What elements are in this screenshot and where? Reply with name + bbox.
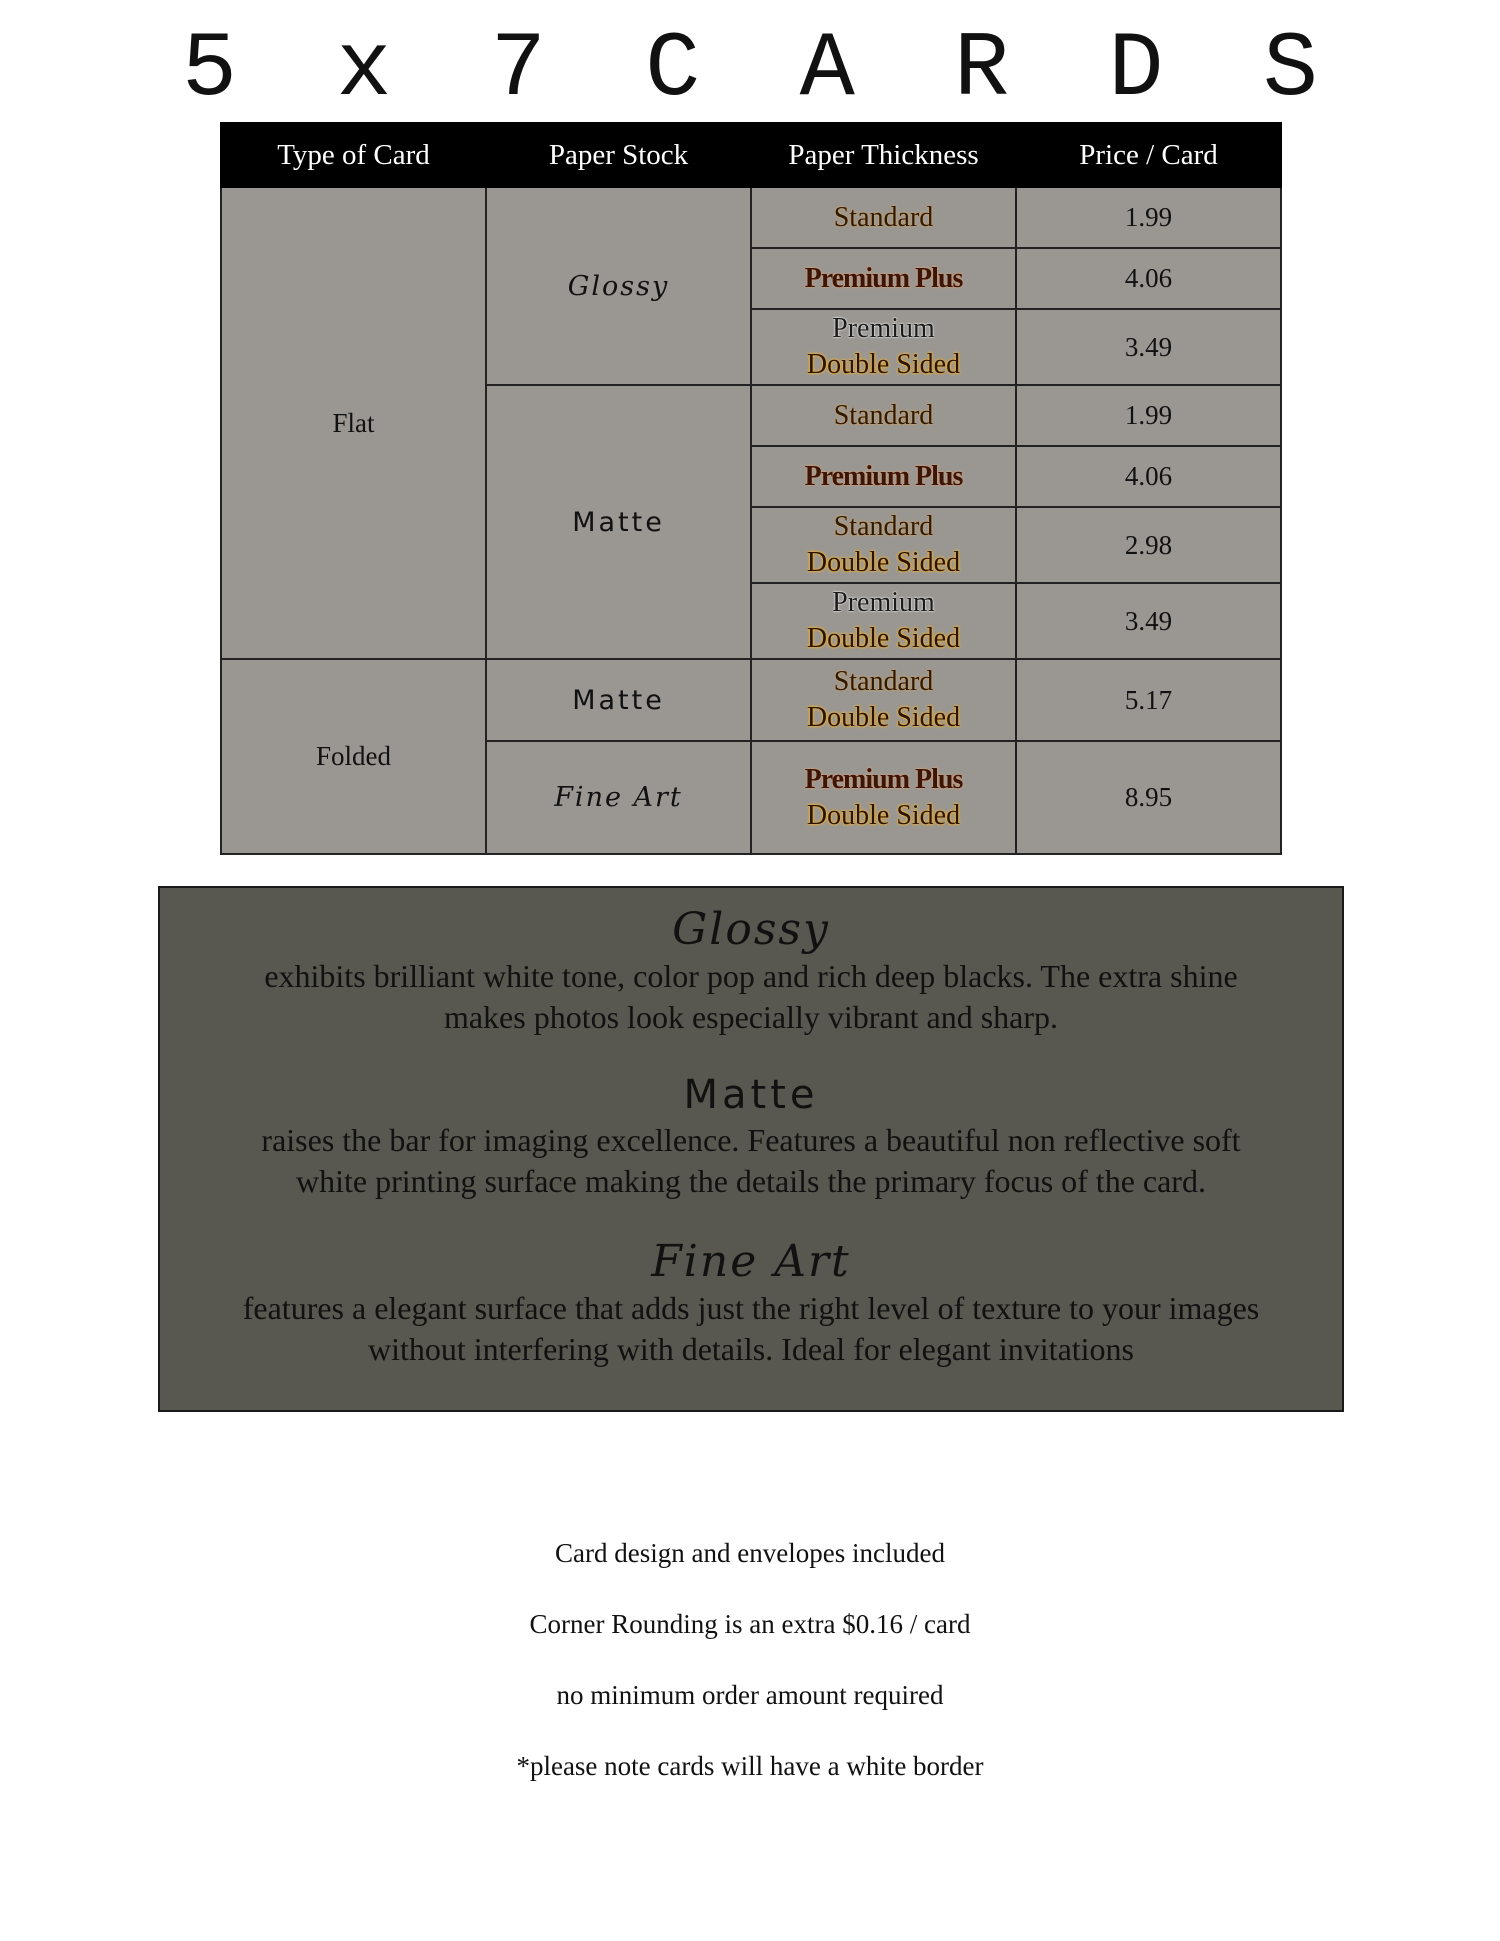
glossy-heading: Glossy xyxy=(672,904,830,955)
paper-stock-fine-art: Fine Art xyxy=(486,741,751,854)
thickness-label: Standard xyxy=(833,511,934,542)
card-type-flat: Flat xyxy=(221,187,486,659)
price-cell: 4.06 xyxy=(1016,446,1281,507)
glossy-text-line-2: makes photos look especially vibrant and sharp. xyxy=(443,999,1059,1035)
thickness-cell xyxy=(751,187,1016,248)
price-cell: 2.98 xyxy=(1016,507,1281,583)
thickness-label: Premium xyxy=(832,313,935,344)
paper-stock-matte: Matte xyxy=(486,385,751,659)
thickness-cell xyxy=(751,385,1016,446)
matte-text-line-2: white printing surface making the details the primary focus of the card. xyxy=(296,1163,1206,1199)
card-type-folded: Folded xyxy=(221,659,486,854)
price-cell: 3.49 xyxy=(1016,583,1281,659)
thickness-label: Standard xyxy=(833,201,934,233)
thickness-label: Premium Plus xyxy=(804,763,963,795)
thickness-label: Double Sided xyxy=(806,349,961,380)
note-corner-rounding: Corner Rounding is an extra $0.16 / card xyxy=(529,1609,971,1639)
header-price-per-card: Price / Card xyxy=(1016,123,1281,187)
table-header-row xyxy=(221,123,1281,187)
thickness-label: Double Sided xyxy=(806,547,961,578)
thickness-cell xyxy=(751,659,1016,741)
header-paper-thickness: Paper Thickness xyxy=(751,123,1016,187)
paper-stock-matte: Matte xyxy=(486,659,751,741)
glossy-text-line-1: exhibits brilliant white tone, color pop and rich deep blacks. The extra shine xyxy=(264,958,1238,994)
note-minimum-order: no minimum order amount required xyxy=(556,1680,944,1710)
table-row xyxy=(221,187,1281,248)
note-design-envelopes: Card design and envelopes included xyxy=(555,1538,945,1568)
thickness-label: Double Sided xyxy=(806,799,961,831)
thickness-label: Premium xyxy=(832,587,935,618)
thickness-label: Premium Plus xyxy=(804,262,963,294)
table-row xyxy=(221,659,1281,741)
matte-heading: Matte xyxy=(683,1072,819,1118)
note-white-border: *please note cards will have a white border xyxy=(516,1751,984,1781)
thickness-cell xyxy=(751,446,1016,507)
thickness-label: Standard xyxy=(833,399,934,431)
page-title: 5 x 7 C A R D S xyxy=(181,17,1341,122)
price-cell: 4.06 xyxy=(1016,248,1281,309)
thickness-label: Double Sided xyxy=(806,702,961,733)
fine-art-text-line-1: features a elegant surface that adds just the right level of texture to your images xyxy=(242,1290,1260,1326)
glossy-description xyxy=(160,888,1342,1038)
thickness-cell xyxy=(751,507,1016,583)
thickness-label: Premium Plus xyxy=(804,460,963,492)
price-table xyxy=(220,122,1282,855)
thickness-cell xyxy=(751,741,1016,854)
fine-art-text-line-2: without interfering with details. Ideal for elegant invitations xyxy=(367,1331,1134,1367)
fine-art-description xyxy=(160,1202,1342,1370)
notes-section xyxy=(0,1518,1500,1802)
thickness-cell xyxy=(751,583,1016,659)
thickness-label: Standard xyxy=(833,666,934,697)
matte-description xyxy=(160,1038,1342,1202)
price-cell: 1.99 xyxy=(1016,187,1281,248)
price-cell: 1.99 xyxy=(1016,385,1281,446)
thickness-cell xyxy=(751,309,1016,385)
price-cell: 8.95 xyxy=(1016,741,1281,854)
paper-descriptions-box xyxy=(158,886,1344,1412)
paper-stock-glossy: Glossy xyxy=(486,187,751,385)
thickness-label: Double Sided xyxy=(806,623,961,654)
header-paper-stock: Paper Stock xyxy=(486,123,751,187)
matte-text-line-1: raises the bar for imaging excellence. Features a beautiful non reflective soft xyxy=(261,1122,1241,1158)
price-cell: 3.49 xyxy=(1016,309,1281,385)
header-type-of-card: Type of Card xyxy=(221,123,486,187)
price-cell: 5.17 xyxy=(1016,659,1281,741)
thickness-cell xyxy=(751,248,1016,309)
fine-art-heading: Fine Art xyxy=(651,1236,851,1287)
